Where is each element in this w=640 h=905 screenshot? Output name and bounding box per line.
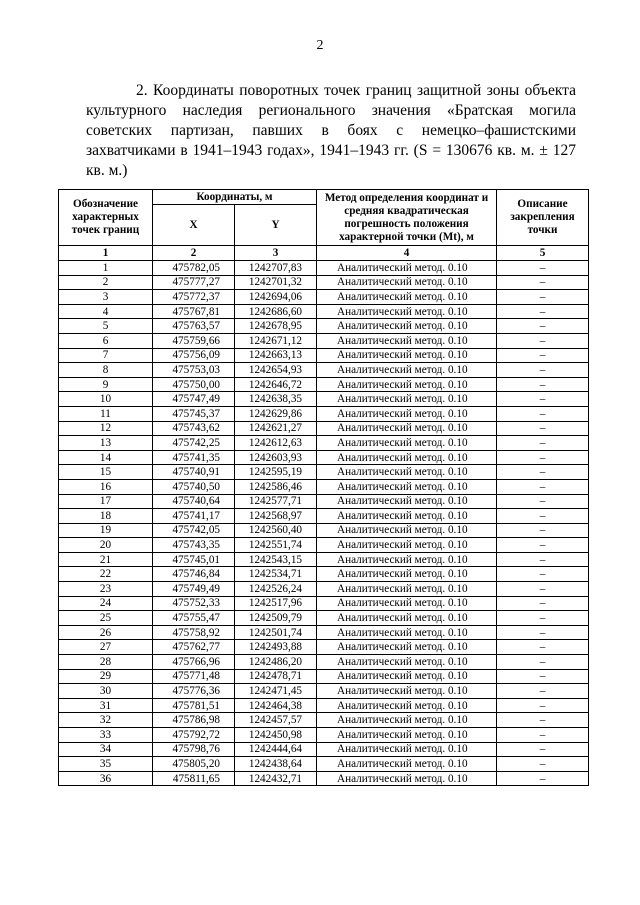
method-cell: Аналитический метод. 0.10 bbox=[317, 698, 497, 713]
method-cell: Аналитический метод. 0.10 bbox=[317, 406, 497, 421]
table-row bbox=[59, 509, 589, 524]
point-number: 18 bbox=[59, 509, 153, 524]
method-cell: Аналитический метод. 0.10 bbox=[317, 304, 497, 319]
table-row bbox=[59, 494, 589, 509]
table-row bbox=[59, 684, 589, 699]
method-cell: Аналитический метод. 0.10 bbox=[317, 523, 497, 538]
table-row bbox=[59, 421, 589, 436]
point-number: 19 bbox=[59, 523, 153, 538]
column-number: 5 bbox=[497, 246, 589, 261]
y-coordinate: 1242471,45 bbox=[235, 684, 317, 699]
point-number: 24 bbox=[59, 596, 153, 611]
method-cell: Аналитический метод. 0.10 bbox=[317, 582, 497, 597]
method-cell: Аналитический метод. 0.10 bbox=[317, 713, 497, 728]
y-coordinate: 1242701,32 bbox=[235, 275, 317, 290]
table-row bbox=[59, 596, 589, 611]
x-coordinate: 475742,05 bbox=[153, 523, 235, 538]
x-coordinate: 475755,47 bbox=[153, 611, 235, 626]
description-cell: – bbox=[497, 275, 589, 290]
description-cell: – bbox=[497, 669, 589, 684]
x-coordinate: 475756,09 bbox=[153, 348, 235, 363]
x-coordinate: 475752,33 bbox=[153, 596, 235, 611]
table-row bbox=[59, 290, 589, 305]
point-number: 28 bbox=[59, 655, 153, 670]
point-number: 10 bbox=[59, 392, 153, 407]
method-cell: Аналитический метод. 0.10 bbox=[317, 596, 497, 611]
table-row bbox=[59, 304, 589, 319]
description-cell: – bbox=[497, 771, 589, 786]
method-cell: Аналитический метод. 0.10 bbox=[317, 363, 497, 378]
table-row bbox=[59, 757, 589, 772]
description-cell: – bbox=[497, 348, 589, 363]
point-number: 14 bbox=[59, 450, 153, 465]
table-row bbox=[59, 728, 589, 743]
description-cell: – bbox=[497, 406, 589, 421]
x-coordinate: 475763,57 bbox=[153, 319, 235, 334]
method-cell: Аналитический метод. 0.10 bbox=[317, 728, 497, 743]
description-cell: – bbox=[497, 538, 589, 553]
x-coordinate: 475805,20 bbox=[153, 757, 235, 772]
table-row bbox=[59, 406, 589, 421]
point-number: 13 bbox=[59, 436, 153, 451]
x-coordinate: 475776,36 bbox=[153, 684, 235, 699]
y-coordinate: 1242621,27 bbox=[235, 421, 317, 436]
method-cell: Аналитический метод. 0.10 bbox=[317, 552, 497, 567]
point-number: 25 bbox=[59, 611, 153, 626]
x-coordinate: 475740,50 bbox=[153, 479, 235, 494]
description-cell: – bbox=[497, 640, 589, 655]
method-cell: Аналитический метод. 0.10 bbox=[317, 640, 497, 655]
method-cell: Аналитический метод. 0.10 bbox=[317, 669, 497, 684]
x-coordinate: 475758,92 bbox=[153, 625, 235, 640]
x-coordinate: 475767,81 bbox=[153, 304, 235, 319]
x-coordinate: 475782,05 bbox=[153, 261, 235, 276]
y-coordinate: 1242501,74 bbox=[235, 625, 317, 640]
description-cell: – bbox=[497, 509, 589, 524]
y-coordinate: 1242629,86 bbox=[235, 406, 317, 421]
point-number: 21 bbox=[59, 552, 153, 567]
method-cell: Аналитический метод. 0.10 bbox=[317, 771, 497, 786]
x-coordinate: 475745,37 bbox=[153, 406, 235, 421]
method-cell: Аналитический метод. 0.10 bbox=[317, 742, 497, 757]
method-cell: Аналитический метод. 0.10 bbox=[317, 450, 497, 465]
method-cell: Аналитический метод. 0.10 bbox=[317, 319, 497, 334]
x-coordinate: 475747,49 bbox=[153, 392, 235, 407]
description-cell: – bbox=[497, 713, 589, 728]
point-number: 31 bbox=[59, 698, 153, 713]
y-coordinate: 1242509,79 bbox=[235, 611, 317, 626]
x-coordinate: 475781,51 bbox=[153, 698, 235, 713]
table-row bbox=[59, 261, 589, 276]
x-coordinate: 475740,64 bbox=[153, 494, 235, 509]
method-cell: Аналитический метод. 0.10 bbox=[317, 567, 497, 582]
description-cell: – bbox=[497, 655, 589, 670]
method-cell: Аналитический метод. 0.10 bbox=[317, 757, 497, 772]
section-heading: 2. Координаты поворотных точек границ защитной зоны объекта культурного наследия регионального значения «Братская могила советских партизан, павших в боях с немецко–фашистскими захватчиками в 1941–1943 годах», 1941–1943 гг. (S = 130676 кв. м. ± 127 кв. м.) bbox=[86, 82, 576, 179]
point-number: 32 bbox=[59, 713, 153, 728]
method-cell: Аналитический метод. 0.10 bbox=[317, 436, 497, 451]
y-coordinate: 1242586,46 bbox=[235, 479, 317, 494]
method-cell: Аналитический метод. 0.10 bbox=[317, 611, 497, 626]
point-number: 30 bbox=[59, 684, 153, 699]
x-coordinate: 475741,17 bbox=[153, 509, 235, 524]
table-row bbox=[59, 625, 589, 640]
description-cell: – bbox=[497, 625, 589, 640]
description-cell: – bbox=[497, 684, 589, 699]
method-cell: Аналитический метод. 0.10 bbox=[317, 625, 497, 640]
point-number: 1 bbox=[59, 261, 153, 276]
point-number: 9 bbox=[59, 377, 153, 392]
point-number: 35 bbox=[59, 757, 153, 772]
point-number: 29 bbox=[59, 669, 153, 684]
point-number: 26 bbox=[59, 625, 153, 640]
y-coordinate: 1242526,24 bbox=[235, 582, 317, 597]
x-coordinate: 475772,37 bbox=[153, 290, 235, 305]
table-row bbox=[59, 567, 589, 582]
method-cell: Аналитический метод. 0.10 bbox=[317, 290, 497, 305]
y-coordinate: 1242517,96 bbox=[235, 596, 317, 611]
column-number: 3 bbox=[235, 246, 317, 261]
x-coordinate: 475750,00 bbox=[153, 377, 235, 392]
method-cell: Аналитический метод. 0.10 bbox=[317, 479, 497, 494]
description-cell: – bbox=[497, 363, 589, 378]
y-coordinate: 1242560,40 bbox=[235, 523, 317, 538]
point-number: 6 bbox=[59, 333, 153, 348]
header-y: Y bbox=[235, 205, 317, 246]
description-cell: – bbox=[497, 728, 589, 743]
y-coordinate: 1242486,20 bbox=[235, 655, 317, 670]
y-coordinate: 1242686,60 bbox=[235, 304, 317, 319]
table-row bbox=[59, 552, 589, 567]
y-coordinate: 1242694,06 bbox=[235, 290, 317, 305]
table-row bbox=[59, 275, 589, 290]
y-coordinate: 1242438,64 bbox=[235, 757, 317, 772]
point-number: 16 bbox=[59, 479, 153, 494]
point-number: 27 bbox=[59, 640, 153, 655]
method-cell: Аналитический метод. 0.10 bbox=[317, 275, 497, 290]
y-coordinate: 1242450,98 bbox=[235, 728, 317, 743]
y-coordinate: 1242638,35 bbox=[235, 392, 317, 407]
table-row bbox=[59, 698, 589, 713]
column-number: 4 bbox=[317, 246, 497, 261]
point-number: 23 bbox=[59, 582, 153, 597]
table-row bbox=[59, 377, 589, 392]
y-coordinate: 1242568,97 bbox=[235, 509, 317, 524]
page-number: 2 bbox=[316, 38, 324, 53]
table-row bbox=[59, 436, 589, 451]
description-cell: – bbox=[497, 377, 589, 392]
description-cell: – bbox=[497, 450, 589, 465]
x-coordinate: 475742,25 bbox=[153, 436, 235, 451]
description-cell: – bbox=[497, 567, 589, 582]
method-cell: Аналитический метод. 0.10 bbox=[317, 261, 497, 276]
header-designation: Обозначение характерных точек границ bbox=[59, 190, 153, 246]
header-method: Метод определения координат и средняя квадратическая погрешность положения характерной точки (Mt), м bbox=[317, 190, 497, 246]
y-coordinate: 1242543,15 bbox=[235, 552, 317, 567]
y-coordinate: 1242671,12 bbox=[235, 333, 317, 348]
description-cell: – bbox=[497, 465, 589, 480]
method-cell: Аналитический метод. 0.10 bbox=[317, 333, 497, 348]
table-row bbox=[59, 348, 589, 363]
x-coordinate: 475811,65 bbox=[153, 771, 235, 786]
y-coordinate: 1242603,93 bbox=[235, 450, 317, 465]
y-coordinate: 1242595,19 bbox=[235, 465, 317, 480]
table-row bbox=[59, 363, 589, 378]
point-number: 5 bbox=[59, 319, 153, 334]
table-row bbox=[59, 742, 589, 757]
y-coordinate: 1242612,63 bbox=[235, 436, 317, 451]
description-cell: – bbox=[497, 392, 589, 407]
point-number: 34 bbox=[59, 742, 153, 757]
method-cell: Аналитический метод. 0.10 bbox=[317, 494, 497, 509]
table-row bbox=[59, 450, 589, 465]
method-cell: Аналитический метод. 0.10 bbox=[317, 392, 497, 407]
table-row bbox=[59, 479, 589, 494]
x-coordinate: 475741,35 bbox=[153, 450, 235, 465]
description-cell: – bbox=[497, 479, 589, 494]
y-coordinate: 1242654,93 bbox=[235, 363, 317, 378]
method-cell: Аналитический метод. 0.10 bbox=[317, 655, 497, 670]
point-number: 8 bbox=[59, 363, 153, 378]
table-row bbox=[59, 713, 589, 728]
y-coordinate: 1242478,71 bbox=[235, 669, 317, 684]
y-coordinate: 1242493,88 bbox=[235, 640, 317, 655]
point-number: 3 bbox=[59, 290, 153, 305]
table-row bbox=[59, 392, 589, 407]
table-row bbox=[59, 611, 589, 626]
x-coordinate: 475798,76 bbox=[153, 742, 235, 757]
x-coordinate: 475740,91 bbox=[153, 465, 235, 480]
y-coordinate: 1242432,71 bbox=[235, 771, 317, 786]
description-cell: – bbox=[497, 333, 589, 348]
y-coordinate: 1242663,13 bbox=[235, 348, 317, 363]
method-cell: Аналитический метод. 0.10 bbox=[317, 421, 497, 436]
x-coordinate: 475753,03 bbox=[153, 363, 235, 378]
y-coordinate: 1242444,64 bbox=[235, 742, 317, 757]
x-coordinate: 475766,96 bbox=[153, 655, 235, 670]
y-coordinate: 1242534,71 bbox=[235, 567, 317, 582]
x-coordinate: 475746,84 bbox=[153, 567, 235, 582]
table-row bbox=[59, 333, 589, 348]
description-cell: – bbox=[497, 261, 589, 276]
y-coordinate: 1242646,72 bbox=[235, 377, 317, 392]
x-coordinate: 475792,72 bbox=[153, 728, 235, 743]
description-cell: – bbox=[497, 742, 589, 757]
x-coordinate: 475759,66 bbox=[153, 333, 235, 348]
table-row bbox=[59, 465, 589, 480]
y-coordinate: 1242707,83 bbox=[235, 261, 317, 276]
method-cell: Аналитический метод. 0.10 bbox=[317, 377, 497, 392]
description-cell: – bbox=[497, 757, 589, 772]
point-number: 11 bbox=[59, 406, 153, 421]
table-row bbox=[59, 319, 589, 334]
description-cell: – bbox=[497, 552, 589, 567]
x-coordinate: 475762,77 bbox=[153, 640, 235, 655]
table-row bbox=[59, 582, 589, 597]
description-cell: – bbox=[497, 319, 589, 334]
point-number: 22 bbox=[59, 567, 153, 582]
point-number: 15 bbox=[59, 465, 153, 480]
x-coordinate: 475777,27 bbox=[153, 275, 235, 290]
point-number: 33 bbox=[59, 728, 153, 743]
description-cell: – bbox=[497, 582, 589, 597]
method-cell: Аналитический метод. 0.10 bbox=[317, 538, 497, 553]
coordinates-table bbox=[58, 189, 589, 786]
description-cell: – bbox=[497, 596, 589, 611]
point-number: 2 bbox=[59, 275, 153, 290]
y-coordinate: 1242457,57 bbox=[235, 713, 317, 728]
table-row bbox=[59, 523, 589, 538]
description-cell: – bbox=[497, 290, 589, 305]
y-coordinate: 1242678,95 bbox=[235, 319, 317, 334]
description-cell: – bbox=[497, 494, 589, 509]
description-cell: – bbox=[497, 611, 589, 626]
x-coordinate: 475749,49 bbox=[153, 582, 235, 597]
x-coordinate: 475743,35 bbox=[153, 538, 235, 553]
x-coordinate: 475743,62 bbox=[153, 421, 235, 436]
point-number: 20 bbox=[59, 538, 153, 553]
point-number: 36 bbox=[59, 771, 153, 786]
description-cell: – bbox=[497, 304, 589, 319]
header-description: Описание закрепления точки bbox=[497, 190, 589, 246]
description-cell: – bbox=[497, 523, 589, 538]
header-x: X bbox=[153, 205, 235, 246]
y-coordinate: 1242464,38 bbox=[235, 698, 317, 713]
table-row bbox=[59, 771, 589, 786]
x-coordinate: 475786,98 bbox=[153, 713, 235, 728]
y-coordinate: 1242551,74 bbox=[235, 538, 317, 553]
point-number: 7 bbox=[59, 348, 153, 363]
method-cell: Аналитический метод. 0.10 bbox=[317, 465, 497, 480]
column-number: 2 bbox=[153, 246, 235, 261]
method-cell: Аналитический метод. 0.10 bbox=[317, 509, 497, 524]
table-row bbox=[59, 640, 589, 655]
column-number: 1 bbox=[59, 246, 153, 261]
x-coordinate: 475771,48 bbox=[153, 669, 235, 684]
y-coordinate: 1242577,71 bbox=[235, 494, 317, 509]
header-coordinates: Координаты, м bbox=[153, 190, 317, 205]
point-number: 4 bbox=[59, 304, 153, 319]
table-row bbox=[59, 538, 589, 553]
x-coordinate: 475745,01 bbox=[153, 552, 235, 567]
description-cell: – bbox=[497, 436, 589, 451]
table-row bbox=[59, 655, 589, 670]
table-body bbox=[59, 261, 589, 786]
description-cell: – bbox=[497, 421, 589, 436]
table-row bbox=[59, 669, 589, 684]
method-cell: Аналитический метод. 0.10 bbox=[317, 684, 497, 699]
method-cell: Аналитический метод. 0.10 bbox=[317, 348, 497, 363]
point-number: 12 bbox=[59, 421, 153, 436]
description-cell: – bbox=[497, 698, 589, 713]
point-number: 17 bbox=[59, 494, 153, 509]
